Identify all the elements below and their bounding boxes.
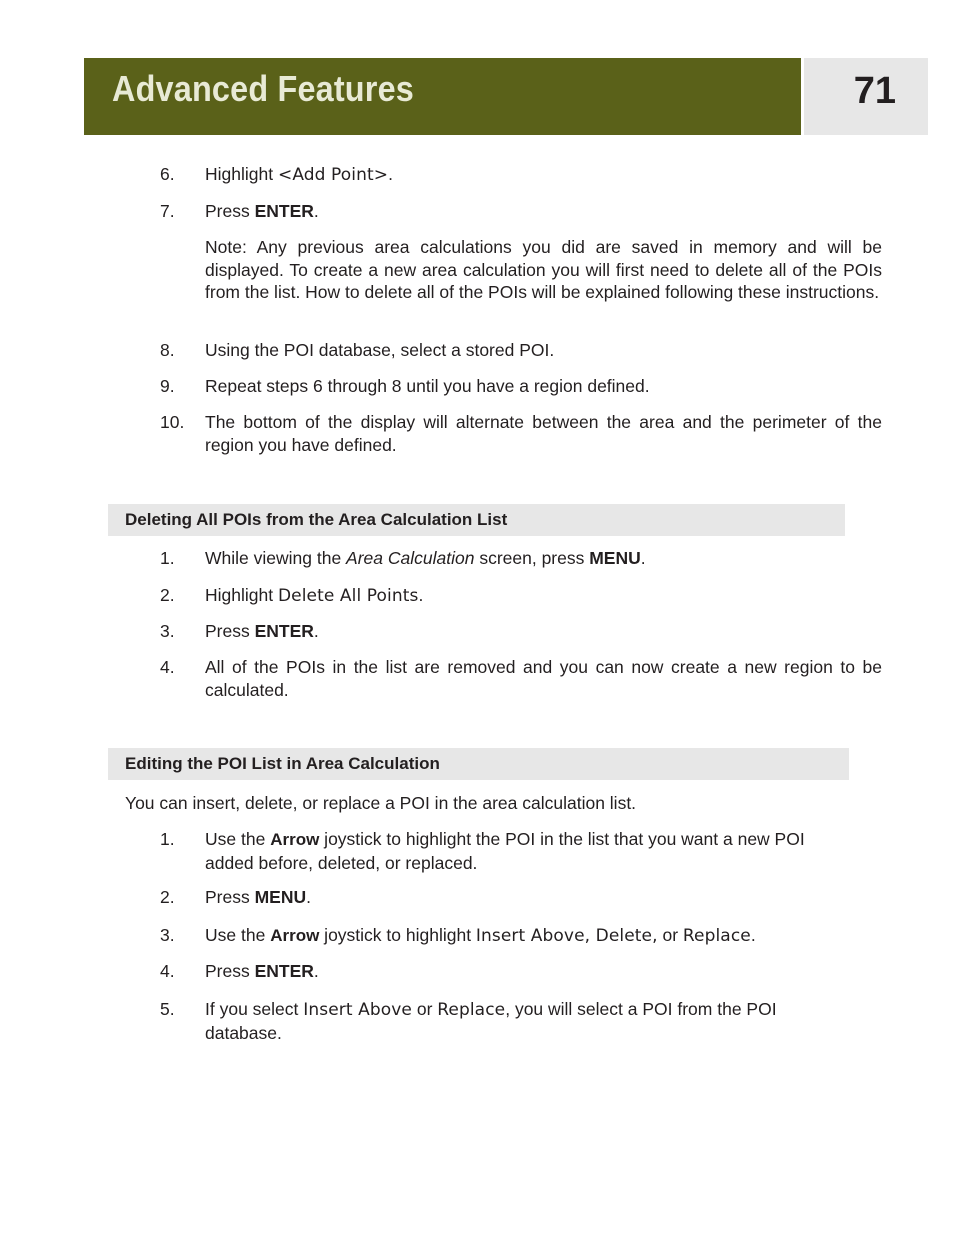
key-label: MENU	[254, 887, 307, 907]
control-label: Arrow	[270, 926, 320, 945]
step-text: Highlight <Add Point>.	[205, 164, 393, 185]
step-text: Repeat steps 6 through 8 until you have a region defined.	[205, 376, 650, 396]
section-title: Editing the POI List in Area Calculation	[125, 754, 440, 773]
step-number: 3.	[160, 925, 175, 945]
control-label: Arrow	[270, 830, 320, 849]
step-text: All of the POIs in the list are removed and you can now create a new region to be calculated.	[205, 657, 882, 700]
chapter-title: Advanced Features	[112, 68, 414, 109]
step-text: The bottom of the display will alternate between the area and the perimeter of the region you have defined.	[205, 412, 882, 455]
step-number: 7.	[160, 201, 175, 221]
step-number: 5.	[160, 999, 175, 1019]
step-number: 3.	[160, 621, 175, 641]
ui-label: Replace	[682, 926, 751, 946]
step-text: Use the Arrow joystick to highlight the POI in the list that you want a new POI added before, deleted, or replaced.	[205, 829, 805, 873]
ui-label: <Add Point>	[277, 165, 389, 185]
step-number: 10.	[160, 412, 185, 432]
step-number: 1.	[160, 829, 175, 849]
key-label: ENTER	[254, 201, 314, 221]
step-text: Press ENTER.	[205, 961, 319, 981]
chapter-header	[84, 58, 801, 135]
step-number: 9.	[160, 376, 175, 396]
key-label: ENTER	[254, 621, 314, 641]
step-text: Press ENTER.	[205, 201, 319, 221]
step-text: If you select Insert Above or Replace, you will select a POI from the POI database.	[205, 999, 777, 1043]
key-label: MENU	[589, 548, 641, 568]
step-number: 6.	[160, 164, 175, 184]
step-number: 2.	[160, 585, 175, 605]
step-number: 4.	[160, 657, 175, 677]
page-number: 71	[853, 70, 896, 112]
page-number-box	[804, 58, 928, 135]
ui-label: Insert Above, Delete,	[475, 926, 658, 946]
screen-name: Area Calculation	[346, 548, 475, 568]
step-number: 1.	[160, 548, 175, 568]
section-heading-bar	[108, 748, 849, 780]
intro-paragraph: You can insert, delete, or replace a POI in the area calculation list.	[125, 793, 637, 813]
step-text: While viewing the Area Calculation screen, press MENU.	[205, 548, 646, 568]
key-label: ENTER	[254, 961, 314, 981]
ui-label: Replace	[437, 1000, 506, 1020]
note-paragraph: Note: Any previous area calculations you did are saved in memory and will be displayed. To create a new area calculation you will first need to delete all of the POIs from the list. How to delete all of the POIs will be explained following these instructions.	[205, 237, 882, 302]
step-number: 4.	[160, 961, 175, 981]
section-title: Deleting All POIs from the Area Calculation List	[125, 510, 508, 529]
step-text: Press ENTER.	[205, 621, 319, 641]
section-heading-bar	[108, 504, 845, 536]
step-number: 2.	[160, 887, 175, 907]
ui-label: Delete All Points	[277, 586, 419, 606]
step-text: Using the POI database, select a stored POI.	[205, 340, 555, 360]
ui-label: Insert Above	[303, 1000, 412, 1020]
step-text: Use the Arrow joystick to highlight Insert Above, Delete, or Replace.	[205, 925, 756, 946]
step-text: Press MENU.	[205, 887, 312, 907]
step-text: Highlight Delete All Points.	[205, 585, 424, 606]
step-number: 8.	[160, 340, 175, 360]
